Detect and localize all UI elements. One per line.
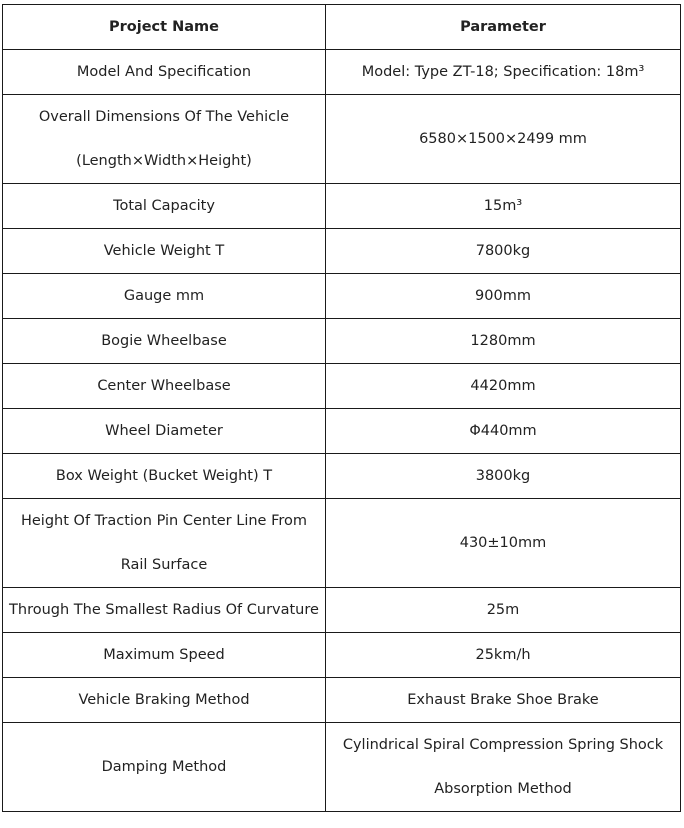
row-value: Cylindrical Spiral Compression Spring Shock Absorption Method <box>326 723 681 812</box>
row-value: Model: Type ZT-18; Specification: 18m³ <box>326 50 681 95</box>
row-value: 3800kg <box>326 454 681 499</box>
header-parameter: Parameter <box>326 5 681 50</box>
row-value: 430±10mm <box>326 499 681 588</box>
table-row <box>3 678 681 723</box>
row-value: 25km/h <box>326 633 681 678</box>
table-row <box>3 50 681 95</box>
row-name: Overall Dimensions Of The Vehicle (Length×Width×Height) <box>3 95 326 184</box>
row-name: Maximum Speed <box>3 633 326 678</box>
table-row <box>3 274 681 319</box>
row-name: Wheel Diameter <box>3 409 326 454</box>
row-name: Through The Smallest Radius Of Curvature <box>3 588 326 633</box>
row-value: 15m³ <box>326 184 681 229</box>
row-value: 900mm <box>326 274 681 319</box>
table-row <box>3 588 681 633</box>
row-value: 25m <box>326 588 681 633</box>
specification-table <box>2 4 681 812</box>
table-row <box>3 633 681 678</box>
table-row <box>3 723 681 812</box>
row-name: Height Of Traction Pin Center Line From Rail Surface <box>3 499 326 588</box>
row-value: Exhaust Brake Shoe Brake <box>326 678 681 723</box>
table-row <box>3 454 681 499</box>
table-row <box>3 499 681 588</box>
row-name: Damping Method <box>3 723 326 812</box>
header-project-name: Project Name <box>3 5 326 50</box>
row-value: 1280mm <box>326 319 681 364</box>
table-row <box>3 184 681 229</box>
table-row <box>3 319 681 364</box>
row-name: Gauge mm <box>3 274 326 319</box>
table-header-row <box>3 5 681 50</box>
row-name: Vehicle Weight T <box>3 229 326 274</box>
row-name: Box Weight (Bucket Weight) T <box>3 454 326 499</box>
row-value: Φ440mm <box>326 409 681 454</box>
row-name: Vehicle Braking Method <box>3 678 326 723</box>
table-row <box>3 364 681 409</box>
row-value: 4420mm <box>326 364 681 409</box>
row-name: Model And Specification <box>3 50 326 95</box>
table-row <box>3 229 681 274</box>
table-row <box>3 409 681 454</box>
row-value: 6580×1500×2499 mm <box>326 95 681 184</box>
table-row <box>3 95 681 184</box>
row-name: Bogie Wheelbase <box>3 319 326 364</box>
row-value: 7800kg <box>326 229 681 274</box>
row-name: Center Wheelbase <box>3 364 326 409</box>
row-name: Total Capacity <box>3 184 326 229</box>
